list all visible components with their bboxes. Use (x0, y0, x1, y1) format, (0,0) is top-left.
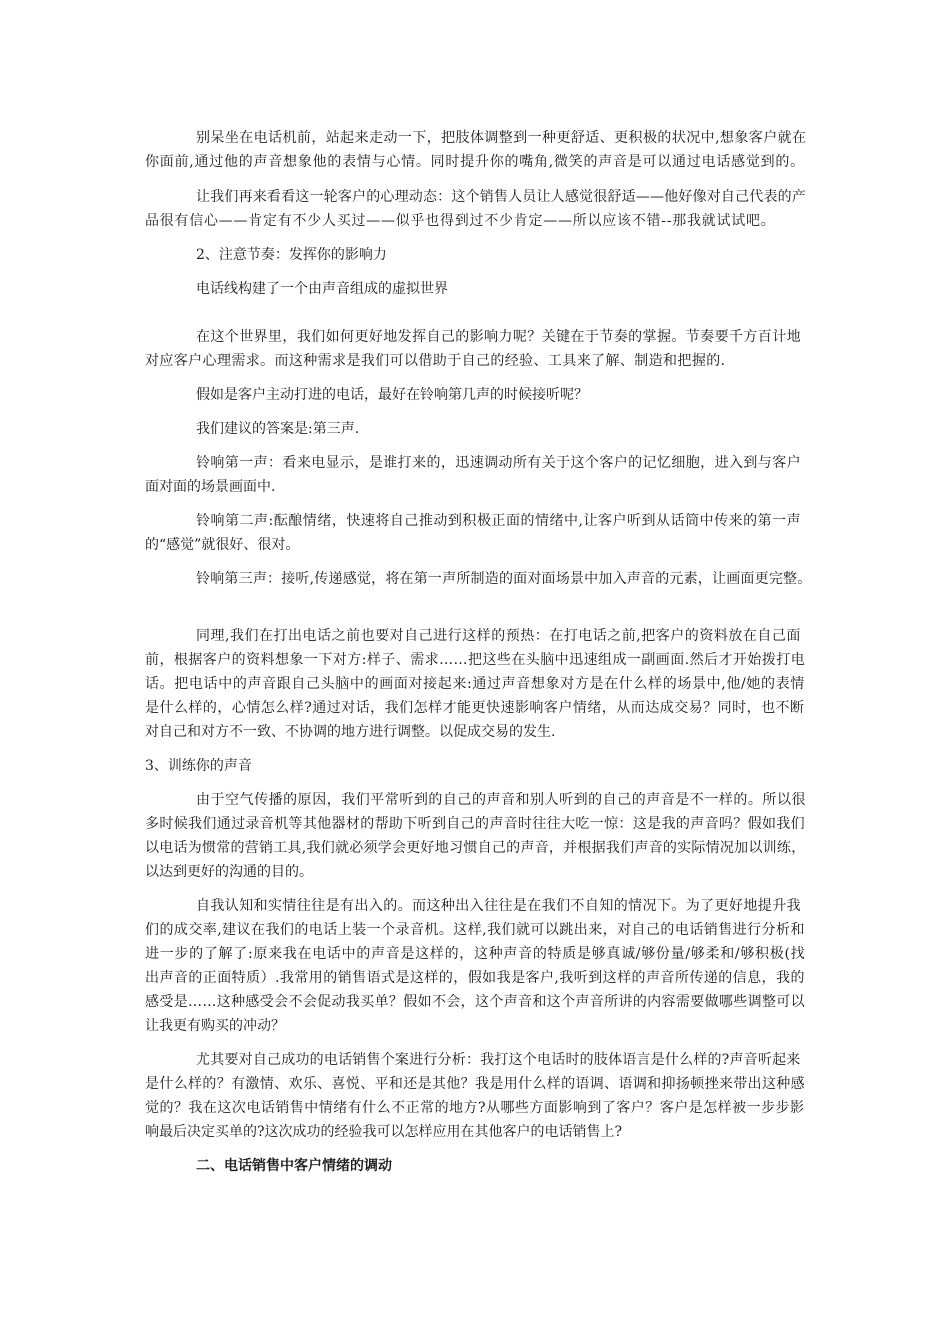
text-line: 是什么样的？有激情、欢乐、喜悦、平和还是其他？我是用什么样的语调、语调和抑扬顿挫来带出这种感 (145, 1076, 805, 1092)
text-line: 话。把电话中的声音跟自己头脑中的画面对接起来:通过声音想象对方是在什么样的场景中,他/她的表情 (145, 676, 805, 692)
text-line: 别呆坐在电话机前，站起来走动一下，把肢体调整到一种更舒适、更积极的状况中,想象客户就在 (196, 130, 807, 146)
text-line: 同理,我们在打出电话之前也要对自己进行这样的预热：在打电话之前,把客户的资料放在自己面 (196, 628, 801, 644)
text-line: 以电话为惯常的营销工具,我们就必须学会更好地习惯自己的声音，并根据我们声音的实际情况加以训练， (145, 840, 806, 856)
text-line: 前，根据客户的资料想象一下对方:样子、需求……把这些在头脑中迅速组成一副画面.然后才开始拨打电 (145, 652, 806, 668)
text-line: 自我认知和实情往往是有出入的。而这种出入往往是在我们不自知的情况下。为了更好地提升我 (196, 898, 801, 914)
section-heading: 3、训练你的声音 (145, 758, 252, 774)
text-line: 多时候我们通过录音机等其他器材的帮助下听到自己的声音时往往大吃一惊：这是我的声音吗？假如我们 (145, 816, 805, 832)
text-line: 面对面的场景画面中. (145, 479, 276, 495)
text-line: 觉的？我在这次电话销售中情绪有什么不正常的地方?从哪些方面影响到了客户？客户是怎样被一步步影 (145, 1100, 805, 1116)
text-line: 尤其要对自己成功的电话销售个案进行分析：我打这个电话时的肢体语言是什么样的?声音听起来 (196, 1052, 801, 1068)
text-line: 进一步的了解了:原来我在电话中的声音是这样的，这种声音的特质是够真诚/够份量/够柔和/够积极(找 (145, 946, 806, 962)
text-line: 们的成交率,建议在我们的电话上装一个录音机。这样,我们就可以跳出来，对自己的电话销售进行分析和 (145, 922, 805, 938)
text-line: 以达到更好的沟通的目的。 (145, 864, 313, 880)
text-line: 响最后决定买单的?这次成功的经验我可以怎样应用在其他客户的电话销售上? (145, 1124, 623, 1140)
text-line: 铃响第二声:酝酿情绪，快速将自己推动到积极正面的情绪中,让客户听到从话筒中传来的第一声 (196, 513, 802, 529)
text-line: 对自己和对方不一致、不协调的地方进行调整。以促成交易的发生. (145, 724, 556, 740)
text-line: 假如是客户主动打进的电话，最好在铃响第几声的时候接听呢？ (196, 387, 588, 403)
text-line: 铃响第一声：看来电显示，是谁打来的，迅速调动所有关于这个客户的记忆细胞，进入到与客户 (196, 455, 801, 471)
chapter-heading: 二、电话销售中客户情绪的调动 (196, 1158, 392, 1174)
text-line: 感受是……这种感受会不会促动我买单？假如不会，这个声音和这个声音所讲的内容需要做哪些调整可以 (145, 994, 805, 1010)
text-line: 出声音的正面特质）.我常用的销售语式是这样的，假如我是客户,我听到这样的声音所传递的信息，我的 (145, 970, 805, 986)
text-line: 是什么样的，心情怎么样?通过对话，我们怎样才能更快速影响客户情绪，从而达成交易？同时，也不断 (145, 700, 805, 716)
text-line: 铃响第三声：接听,传递感觉，将在第一声所制造的面对面场景中加入声音的元素，让画面更完整。 (196, 571, 812, 587)
section-heading: 2、注意节奏：发挥你的影响力 (196, 247, 387, 263)
text-line: 由于空气传播的原因，我们平常听到的自己的声音和别人听到的自己的声音是不一样的。所以很 (196, 792, 806, 808)
text-line: 让我们再来看看这一轮客户的心理动态：这个销售人员让人感觉很舒适——他好像对自己代表的产 (196, 189, 806, 205)
text-line: 让我更有购买的冲动？ (145, 1018, 285, 1034)
text-line: 我们建议的答案是:第三声. (196, 421, 360, 437)
text-line: 在这个世界里，我们如何更好地发挥自己的影响力呢？关键在于节奏的掌握。节奏要千方百计地 (196, 329, 801, 345)
text-line: 你面前,通过他的声音想象他的表情与心情。同时提升你的嘴角,微笑的声音是可以通过电话感觉到的。 (145, 154, 805, 170)
text-line: 对应客户心理需求。而这种需求是我们可以借助于自己的经验、工具来了解、制造和把握的. (145, 353, 726, 369)
text-line: 电话线构建了一个由声音组成的虚拟世界 (196, 281, 448, 297)
text-line: 品很有信心——肯定有不少人买过——似乎也得到过不少肯定——所以应该不错--那我就试试吧。 (145, 213, 776, 229)
text-line: 的“感觉”就很好、很对。 (145, 537, 300, 553)
